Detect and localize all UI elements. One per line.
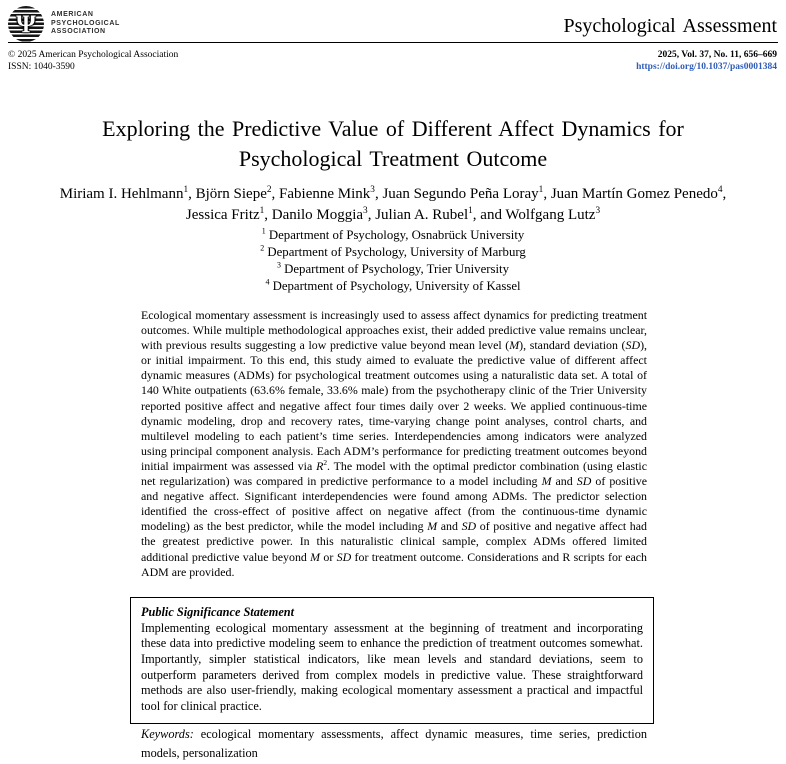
affiliation-list — [0, 227, 786, 295]
public-significance-box — [130, 597, 654, 724]
logo-wordmark-line: PSYCHOLOGICAL — [51, 19, 120, 27]
volume-info-block — [636, 50, 777, 73]
header-divider — [8, 42, 778, 43]
apa-psi-icon — [8, 6, 44, 42]
journal-name: Psychological Assessment — [563, 15, 777, 37]
affiliation-line: $^4$ Department of Psychology, University of Kassel — [265, 277, 521, 293]
copyright-line: © 2025 American Psychological Association — [8, 50, 179, 60]
logo-wordmark-line: ASSOCIATION — [51, 28, 106, 36]
article-title — [0, 114, 786, 174]
apa-logo-wordmark — [51, 11, 120, 37]
public-significance-body: Implementing ecological momentary assessment at the beginning of treatment and incorporating these data into predictive modeling seem to enhance the prediction of treatment outcomes somewhat. Importantly, simpler statistical indicators, like mean levels and standard deviations, seem to outperform parameters derived from complex models in predictive value. These straightforward methods are also user-friendly, making ecological momentary assessment a practical and impactful tool for clinical practice. — [141, 620, 643, 714]
doi-link[interactable]: https://doi.org/10.1037/pas0001384 — [636, 61, 777, 72]
affiliation-line: $^3$ Department of Psychology, Trier University — [276, 260, 510, 276]
copyright-block — [8, 50, 178, 73]
affiliation-line: $^2$ Department of Psychology, University of Marburg — [260, 243, 526, 259]
author-list — [0, 184, 786, 225]
keywords-text: Keywords: ecological momentary assessments, affect dynamic measures, time series, prediction models, personalization — [141, 727, 647, 760]
authors-line-2: Jessica Fritz$^1$, Danilo Moggia$^3$, Julian A. Rubel$^1$, and Wolfgang Lutz$^3$ — [185, 205, 601, 223]
article-title-line-2: Psychological Treatment Outcome — [238, 146, 548, 171]
public-significance-title: Public Significance Statement — [141, 605, 295, 619]
logo-wordmark-line: AMERICAN — [51, 11, 94, 19]
issn-line: ISSN: 1040-3590 — [8, 61, 75, 72]
abstract-text: Ecological momentary assessment is increasingly used to assess affect dynamics for predicting treatment outcomes. While multiple methodological approaches exist, their added predictive value remains unclear, with previous results suggesting a low predictive value beyond mean level (M), standard deviation (SD), or initial impairment. To this end, this study aimed to evaluate the predictive value of different affect dynamic measures (ADMs) for psychological treatment outcomes using a naturalistic data set. A total of 140 White outpatients (63.6% female, 33.6% male) from the psychotherapy clinic of the Trier University reported positive affect and negative affect four times daily over 2 weeks. We applied continuous-time dynamic modeling, drop and recovery rates, time-varying change point analyses, control charts, and multilevel modeling to each patient’s time series. Interdependencies among indicators were analyzed using principal component analysis. Each ADM’s performance for predicting treatment outcomes beyond initial impairment was assessed via $R^2$. The model with the optimal predictor combination (using elastic net regularization) was compared in predictive performance to a model including M and SD of positive and negative affect. Significant interdependencies were found among ADMs. The predictor selection identified the cross-effect of positive affect on negative affect (from the continuous-time dynamic modeling) as the best predictor, while the model including M and SD of positive and negative affect had the greatest predictive power. In this naturalistic clinical sample, complex ADMs offered limited additional predictive value beyond M or SD for treatment outcome. Considerations and R scripts for each ADM are provided. — [141, 308, 647, 579]
psi-glyph: Ψ — [16, 10, 36, 38]
volume-issue-line: 2025, Vol. 37, No. 11, 656–669 — [657, 50, 777, 60]
authors-line-1: Miriam I. Hehlmann$^1$, Björn Siepe$^2$, Fabienne Mink$^3$, Juan Segundo Peña Loray$^1$, Juan Martín Gomez Penedo$^4$, — [59, 185, 727, 202]
affiliation-line: $^1$ Department of Psychology, Osnabrück University — [261, 226, 525, 242]
article-title-line-1: Exploring the Predictive Value of Different Affect Dynamics for — [102, 116, 684, 141]
apa-logo — [8, 6, 120, 42]
